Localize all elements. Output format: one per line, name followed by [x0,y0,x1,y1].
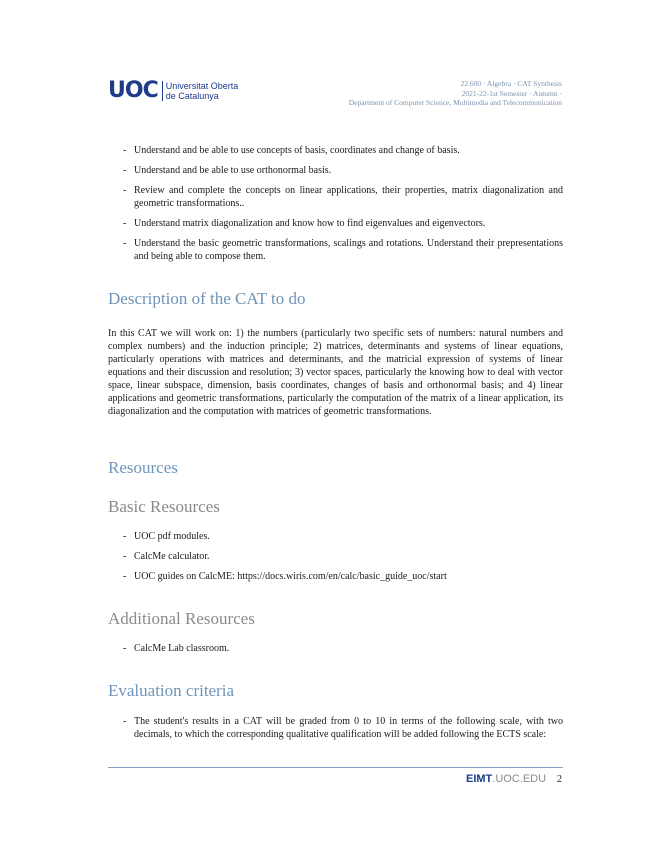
uoc-logo [108,80,238,102]
list-item: - The student's results in a CAT will be graded from 0 to 10 in terms of the following scale, with two decimals, to which the corresponding qualitative qualification will be added following the ECTS scale: [123,716,563,740]
resources-heading: Resources [108,458,178,477]
page-number: 2 [557,774,562,785]
footer-brand [466,773,546,785]
evaluation-heading: Evaluation criteria [108,681,235,700]
list-item: - CalcMe calculator. [123,551,210,562]
objectives-list [108,144,563,270]
description-text: In this CAT we will work on: 1) the numbers (particularly two specific sets of numbers: natural numbers and complex numbers) and the induction principle; 2) matrices, determinants and systems of linear equations, particularly operations with matrices and determinants, and the matricial expression of systems of linear equations and their discussion and resolution; 3) vector spaces, particularly the knowing how to deal with vector space, linear subspace, dimension, basis coordinates, changes of basis and orthonormal basis; and 4) linear applications and geometric transformations, particularly the computation of the matrix of a linear application, its diagonalization and the computation with matrices of geometric transformations. [108,328,563,417]
uoc-logo-text [162,81,239,101]
additional-resources-heading: Additional Resources [108,609,255,628]
basic-resources-list [108,530,563,590]
logo-line-1: Universitat Oberta [165,81,239,91]
list-item: - Understand and be able to use concepts of basis, coordinates and change of basis. [123,145,460,156]
list-item: - UOC guides on CalcME: https://docs.wiris.com/en/calc/basic_guide_uoc/start [123,571,447,582]
list-item: - Understand and be able to use orthonormal basis. [123,165,332,176]
list-item: - UOC pdf modules. [123,531,210,542]
list-item: - Understand the basic geometric transformations, scalings and rotations. Understand their prepresentations and being able to compose them. [123,238,563,262]
list-item: - CalcMe Lab classroom. [123,643,230,654]
uoc-logo-mark: UOC [108,78,158,103]
footer-brand-rest: .UOC.EDU [492,773,547,785]
list-item: - Understand matrix diagonalization and know how to find eigenvalues and eigenvectors. [123,218,486,229]
course-semester: 2021-22-1st Semester · Autumn · [461,88,562,98]
evaluation-list [108,715,563,748]
description-heading: Description of the CAT to do [108,289,306,308]
footer-divider [108,767,563,768]
logo-line-2: de Catalunya [165,91,219,101]
list-item: - Review and complete the concepts on linear applications, their properties, matrix diagonalization and geometric transformations.. [123,185,563,209]
course-header [349,79,562,108]
course-department: Department of Computer Science, Multimedia and Telecommunication [348,98,562,107]
basic-resources-heading: Basic Resources [108,497,220,516]
additional-resources-list [108,642,563,662]
course-title: 22.600 · Algebra · CAT Synthesis [460,79,562,88]
footer-brand-bold: EIMT [466,773,493,785]
